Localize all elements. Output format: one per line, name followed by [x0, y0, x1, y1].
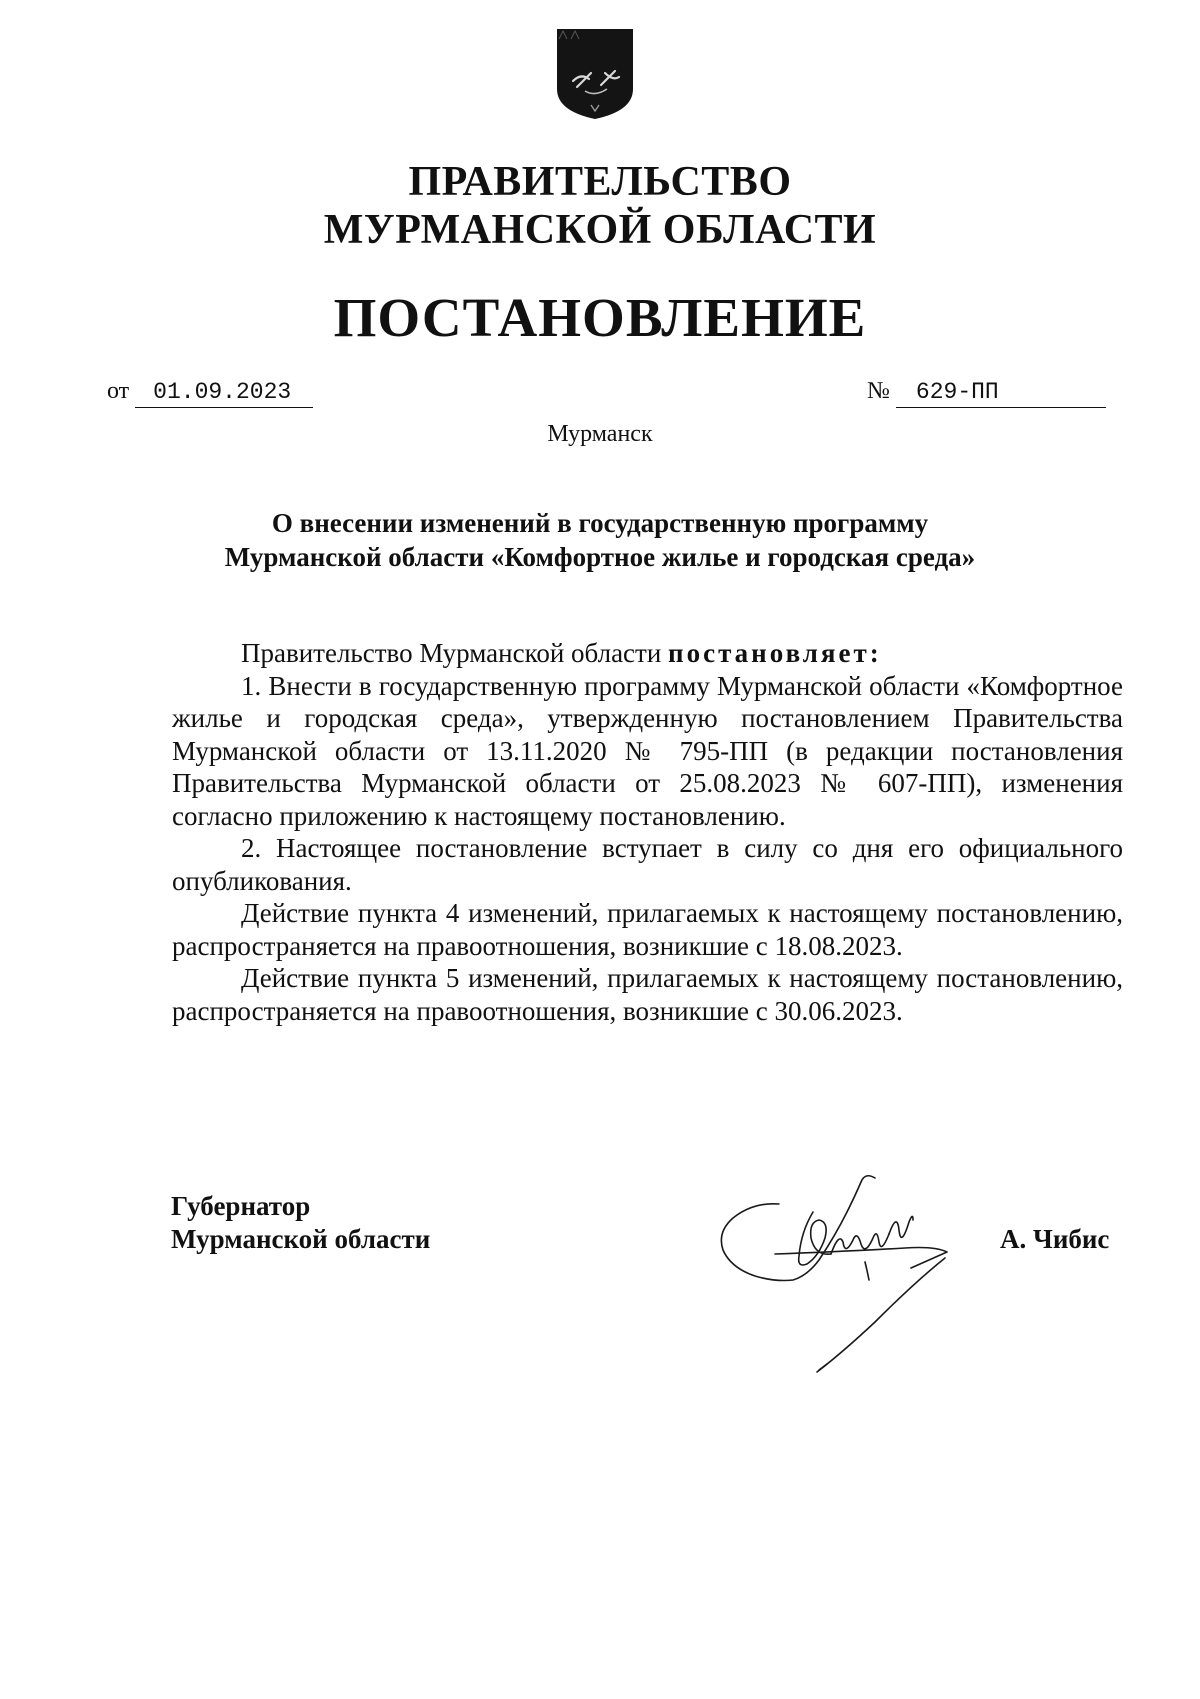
paragraph-item-2: 2. Настоящее постановление вступает в силу со дня его официального опубликования. — [172, 833, 1123, 896]
position-line1: Губернатор — [171, 1191, 311, 1221]
subject-line1: О внесении изменений в государственную программу — [271, 508, 929, 538]
document-date — [107, 376, 313, 408]
document-subject — [150, 506, 1050, 574]
date-label: от — [107, 378, 130, 404]
signatory-position — [171, 1190, 430, 1256]
handwritten-signature-icon — [715, 1172, 985, 1380]
document-number — [867, 376, 1106, 408]
subject-line2: Мурманской области «Комфортное жилье и городская среда» — [224, 542, 976, 572]
date-value: 01.09.2023 — [135, 377, 313, 408]
government-title-line1: ПРАВИТЕЛЬСТВО — [408, 159, 792, 205]
document-body — [172, 637, 1123, 1027]
intro-text: Правительство Мурманской области — [241, 638, 669, 668]
signatory-name: А. Чибис — [1000, 1224, 1110, 1254]
paragraph-item-2-clause-a: Действие пункта 4 изменений, прилагаемых к настоящему постановлению, распространяется на правоотношения, возникшие с 18.08.2023. — [172, 898, 1123, 961]
intro-decree-word: постановляет: — [668, 638, 882, 668]
government-title-line2: МУРМАНСКОЙ ОБЛАСТИ — [323, 207, 877, 253]
intro-paragraph — [172, 637, 1123, 670]
position-line2: Мурманской области — [171, 1224, 431, 1254]
document-type-title: ПОСТАНОВЛЕНИЕ — [333, 287, 867, 348]
paragraph-item-2-clause-b: Действие пункта 5 изменений, прилагаемых к настоящему постановлению, распространяется на правоотношения, возникшие с 30.06.2023. — [172, 963, 1123, 1026]
city-name: Мурманск — [547, 421, 653, 447]
coat-of-arms-icon — [555, 27, 635, 121]
number-label: № — [867, 378, 890, 404]
number-value: 629-ПП — [896, 377, 1106, 408]
paragraph-item-1: 1. Внести в государственную программу Мурманской области «Комфортное жилье и городская среда», утвержденную постановлением Правительства Мурманской области от 13.11.2020 № 795-ПП (в редакции постановления Правительства Мурманской области от 25.08.2023 № 607-ПП), изменения согласно приложению к настоящему постановлению. — [172, 670, 1123, 831]
